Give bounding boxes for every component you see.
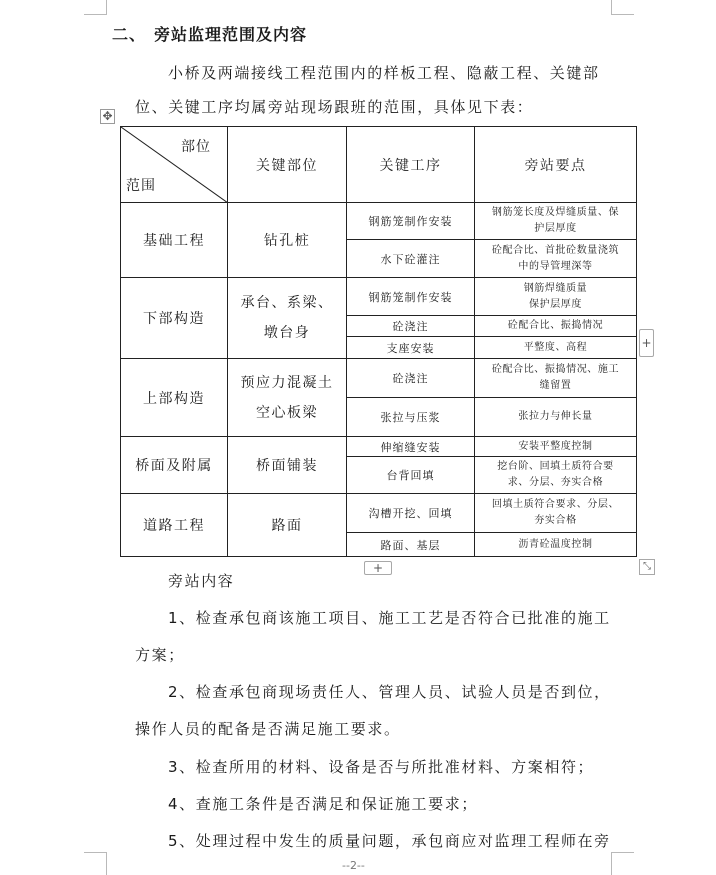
points-line: 求、分层、夯实合格 bbox=[507, 477, 604, 488]
points-cell: 沥青砼温度控制 bbox=[475, 533, 637, 557]
table-row bbox=[121, 437, 637, 457]
part-cell: 钻孔桩 bbox=[228, 203, 347, 278]
content-item-2-line-2: 操作人员的配备是否满足施工要求。 bbox=[135, 720, 401, 738]
header-corner-bottom: 范围 bbox=[126, 178, 156, 194]
part-line: 承台、系梁、 bbox=[240, 295, 334, 311]
points-cell: 平整度、高程 bbox=[475, 337, 637, 359]
process-cell: 砼浇注 bbox=[347, 359, 475, 398]
table-row bbox=[121, 494, 637, 533]
header-key-part: 关键部位 bbox=[228, 127, 347, 203]
process-cell: 台背回填 bbox=[347, 457, 475, 494]
process-cell: 水下砼灌注 bbox=[347, 240, 475, 278]
part-cell bbox=[228, 278, 347, 359]
content-item-3: 3、检查所用的材料、设备是否与所批准材料、方案相符； bbox=[168, 758, 595, 776]
header-supervision-points: 旁站要点 bbox=[475, 127, 637, 203]
part-cell bbox=[228, 359, 347, 437]
process-cell: 伸缩缝安装 bbox=[347, 437, 475, 457]
points-line: 钢筋笼长度及焊缝质量、保 bbox=[491, 207, 620, 218]
part-cell: 桥面铺装 bbox=[228, 437, 347, 494]
intro-line-2: 位、关键工序均属旁站现场跟班的范围，具体见下表： bbox=[135, 98, 534, 116]
table-row bbox=[121, 203, 637, 240]
points-line: 回填土质符合要求、分层、 bbox=[491, 499, 620, 510]
points-line: 挖台阶、回填土质符合要 bbox=[497, 461, 614, 472]
part-cell: 路面 bbox=[228, 494, 347, 557]
points-line: 护层厚度 bbox=[534, 223, 577, 234]
points-cell bbox=[475, 494, 637, 533]
content-item-5: 5、处理过程中发生的质量问题，承包商应对监理工程师在旁 bbox=[168, 832, 611, 850]
header-corner-cell bbox=[121, 127, 228, 203]
content-item-4: 4、查施工条件是否满足和保证施工要求； bbox=[168, 795, 478, 813]
scope-cell: 下部构造 bbox=[121, 278, 228, 359]
content-title: 旁站内容 bbox=[168, 572, 235, 590]
resize-icon: ⤡ bbox=[643, 561, 651, 572]
scope-cell: 基础工程 bbox=[121, 203, 228, 278]
move-icon: ✥ bbox=[102, 109, 113, 123]
header-corner-top: 部位 bbox=[181, 139, 211, 155]
content-item-2-line-1: 2、检查承包商现场责任人、管理人员、试验人员是否到位， bbox=[168, 683, 611, 701]
points-line: 中的导管埋深等 bbox=[518, 260, 593, 272]
table-row bbox=[121, 278, 637, 316]
part-line: 墩台身 bbox=[263, 325, 311, 341]
points-cell: 砼配合比、振捣情况 bbox=[475, 316, 637, 337]
process-cell: 支座安装 bbox=[347, 337, 475, 359]
table-row bbox=[121, 359, 637, 398]
points-line: 砼配合比、首批砼数量浇筑 bbox=[491, 244, 620, 256]
crop-mark-top-right bbox=[611, 0, 634, 15]
points-cell bbox=[475, 278, 637, 316]
section-number: 二、 bbox=[112, 25, 147, 44]
add-column-button[interactable] bbox=[639, 329, 654, 357]
points-cell bbox=[475, 457, 637, 494]
points-cell bbox=[475, 240, 637, 278]
header-key-process: 关键工序 bbox=[347, 127, 475, 203]
points-cell: 张拉力与伸长量 bbox=[475, 398, 637, 437]
crop-mark-bottom-right bbox=[611, 852, 634, 875]
points-line: 缝留置 bbox=[539, 380, 572, 391]
content-item-1-line-2: 方案； bbox=[135, 646, 185, 664]
plus-icon: + bbox=[641, 336, 652, 350]
points-line: 保护层厚度 bbox=[529, 298, 582, 310]
part-line: 预应力混凝土 bbox=[240, 374, 334, 391]
points-cell bbox=[475, 359, 637, 398]
table-move-handle[interactable] bbox=[100, 109, 115, 124]
points-line: 砼配合比、振捣情况、施工 bbox=[491, 364, 620, 375]
points-cell: 安装平整度控制 bbox=[475, 437, 637, 457]
scope-cell: 上部构造 bbox=[121, 359, 228, 437]
section-heading bbox=[112, 22, 307, 45]
part-line: 空心板梁 bbox=[256, 404, 318, 421]
process-cell: 张拉与压浆 bbox=[347, 398, 475, 437]
process-cell: 钢筋笼制作安装 bbox=[347, 278, 475, 316]
table-header-row bbox=[121, 127, 637, 203]
process-cell: 沟槽开挖、回填 bbox=[347, 494, 475, 533]
process-cell: 砼浇注 bbox=[347, 316, 475, 337]
plus-icon: + bbox=[372, 561, 384, 575]
section-title: 旁站监理范围及内容 bbox=[154, 25, 308, 44]
add-row-button[interactable] bbox=[364, 561, 392, 575]
scope-cell: 桥面及附属 bbox=[121, 437, 228, 494]
page-number: --2-- bbox=[342, 859, 365, 872]
process-cell: 钢筋笼制作安装 bbox=[347, 203, 475, 240]
points-cell bbox=[475, 203, 637, 240]
supervision-table bbox=[120, 126, 637, 557]
points-line: 夯实合格 bbox=[534, 515, 577, 526]
crop-mark-bottom-left bbox=[84, 852, 107, 875]
scope-cell: 道路工程 bbox=[121, 494, 228, 557]
content-item-1-line-1: 1、检查承包商该施工项目、施工工艺是否符合已批准的施工 bbox=[168, 609, 611, 627]
points-line: 钢筋焊缝质量 bbox=[523, 282, 588, 294]
process-cell: 路面、基层 bbox=[347, 533, 475, 557]
crop-mark-top-left bbox=[84, 0, 107, 15]
table-resize-handle[interactable] bbox=[639, 559, 655, 575]
intro-line-1: 小桥及两端接线工程范围内的样板工程、隐蔽工程、关键部 bbox=[168, 64, 600, 82]
